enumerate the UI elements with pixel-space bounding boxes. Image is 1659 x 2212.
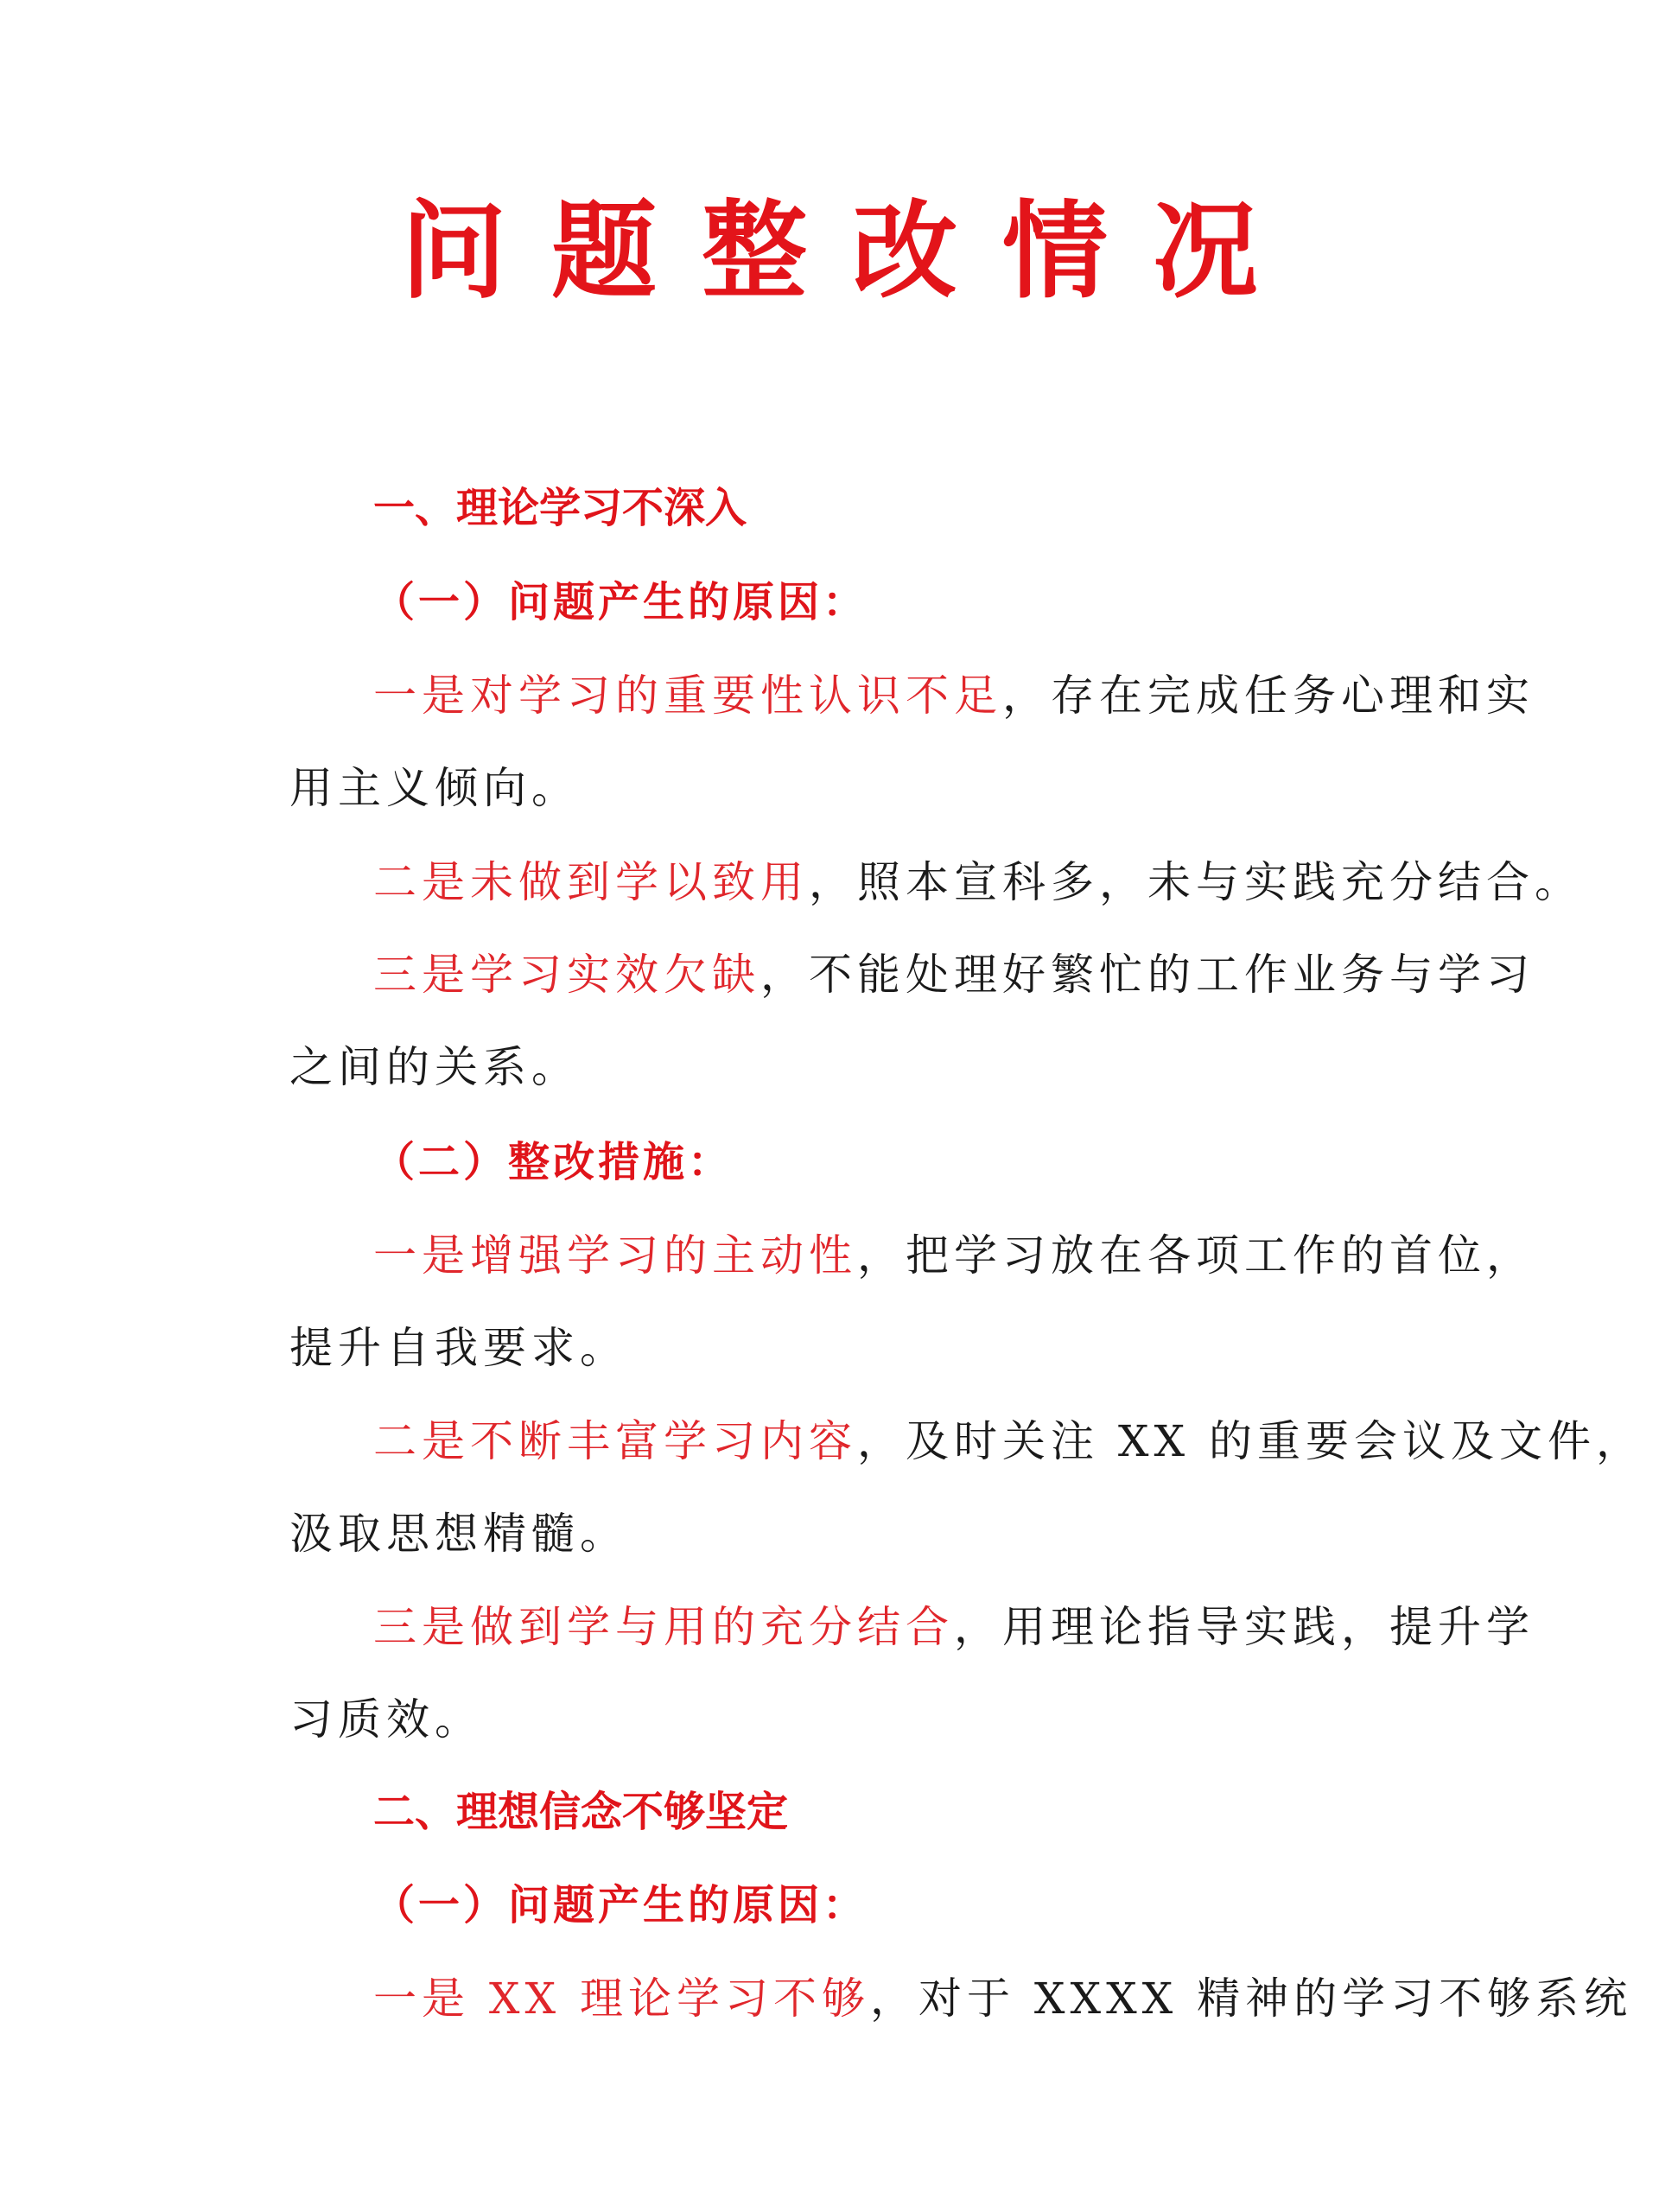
section-1-measure-1-cont: 提升自我要求。	[289, 1323, 628, 1373]
section-1-cause-2	[373, 852, 1583, 912]
highlight-text: 二是未做到学以致用	[373, 857, 809, 907]
body-text: ，用理论指导实践，提升学	[954, 1602, 1535, 1652]
body-text: ，及时关注 XX 的重要会议及文件，	[857, 1416, 1644, 1466]
body-text: ，不能处理好繁忙的工作业务与学习	[760, 950, 1535, 1000]
section-2-cause-heading: （一）问题产生的原因：	[373, 1881, 868, 1929]
document-title: 问题整改情况	[401, 188, 1303, 313]
section-2-cause-1	[373, 1968, 1632, 2029]
section-1-cause-heading: （一）问题产生的原因：	[373, 578, 868, 626]
section-1-cause-3-cont: 之间的关系。	[289, 1042, 580, 1092]
section-1-measure-2	[373, 1411, 1644, 1471]
highlight-text: 二是不断丰富学习内容	[373, 1416, 857, 1466]
section-1-measure-2-cont: 汲取思想精髓。	[289, 1509, 628, 1559]
highlight-text: 一是对学习的重要性认识不足	[373, 671, 1002, 721]
section-1-measure-1	[373, 1225, 1535, 1286]
section-1-cause-1	[373, 665, 1535, 726]
highlight-text: 三是学习实效欠缺	[373, 950, 760, 1000]
highlight-text: 三是做到学与用的充分结合	[373, 1602, 954, 1652]
body-text: ，照本宣科多，未与实践充分结合。	[809, 857, 1583, 907]
section-1-cause-3	[373, 944, 1535, 1005]
body-text: ，把学习放在各项工作的首位，	[857, 1230, 1535, 1281]
body-text: ，对于 XXXX 精神的学习不够系统	[869, 1974, 1633, 2024]
highlight-text: 一是增强学习的主动性	[373, 1230, 857, 1281]
section-2-heading: 二、理想信念不够坚定	[373, 1788, 789, 1836]
body-text: ，存在完成任务心理和实	[1002, 671, 1535, 721]
section-1-measure-3	[373, 1597, 1535, 1657]
section-1-measure-3-cont: 习质效。	[289, 1694, 483, 1745]
section-1-heading: 一、理论学习不深入	[373, 484, 747, 532]
highlight-text: 一是 XX 理论学习不够	[373, 1974, 870, 2024]
section-1-cause-1-cont: 用主义倾向。	[289, 763, 580, 813]
section-1-measure-heading: （二）整改措施：	[373, 1138, 734, 1186]
